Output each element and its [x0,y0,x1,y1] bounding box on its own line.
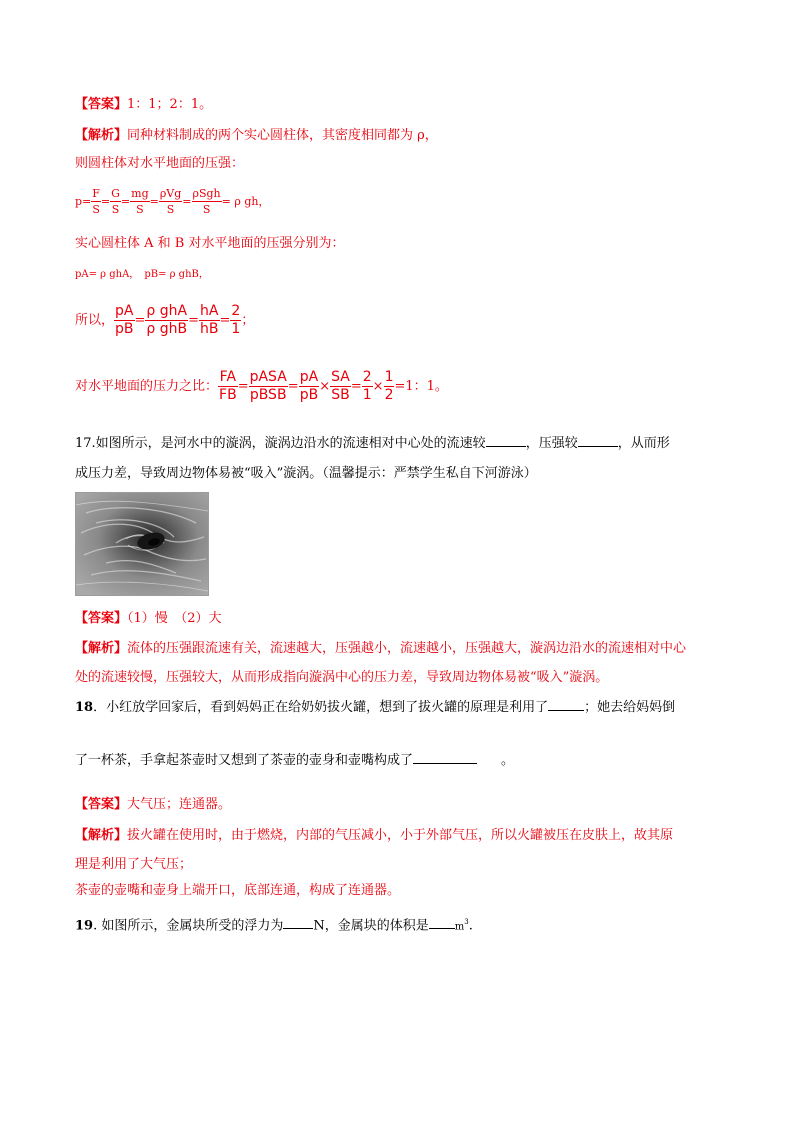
question-19: 19. 如图所示，金属块所受的浮力为 N，金属块的体积是 $m^3$. [75,918,473,934]
explanation-17-line1 [75,640,686,658]
fraction: $\frac{F}{S}$ [92,187,100,216]
fraction: $\frac{mg}{S}$ [131,187,149,216]
force-ratio: 对水平地面的压力之比： $\frac{FA}{FB}$ = $\frac{\text{pASA}}{\text{pBSB}}$ = $\frac{pA}{pB}$ × $\frac{SA}{SB}$ = $\frac{2}{1}$ × $\frac{1}{2}$ =1：1。 [75,369,448,403]
answer-16 [75,96,212,114]
whirlpool-image [75,492,209,596]
question-18-line1: 18．小红放学回家后，看到妈妈正在给奶奶拔火罐，想到了拔火罐的原理是利用了 ；她去给妈妈倒 [75,700,676,715]
fraction: $\frac{1}{2}$ [384,369,394,403]
question-18-line2: 了一杯茶，手拿起茶壶时又想到了茶壶的壶身和壶嘴构成了 。 [75,753,515,768]
answer-blank[interactable] [283,928,313,929]
answer-tag: 【答案】 [75,797,128,812]
fraction: $\frac{\text{pASA}}{\text{pBSB}}$ [249,369,287,403]
explanation-text: 流体的压强跟流速有关，流速越大，压强越小，流速越小，压强越大，漩涡边沿水的流速相对中心 [127,641,687,656]
explanation-16-line1 [75,127,438,145]
pressure-ratio: 所以， $\frac{pA}{pB}$ = $\frac{\text{ρ ghA}}{\text{ρ ghB}}$ = $\frac{hA}{hB}$ = $\frac{2}{1}$ ； [75,303,255,337]
answer-18 [75,796,231,814]
explanation-text: 同种材料制成的两个实心圆柱体，其密度相同都为 ρ， [127,128,438,143]
answer-blank[interactable] [548,710,584,711]
pB-text: pB= ρ ghB， [144,269,209,280]
explanation-16-line3: 实心圆柱体 A 和 B 对水平地面的压强分别为： [75,236,345,251]
explanation-18-line3: 茶壶的壶嘴和壶身上端开口，底部连通，构成了连通器。 [75,883,401,898]
explanation-tag: 【解析】 [75,828,128,843]
fraction: $\frac{FA}{FB}$ [219,369,237,403]
question-number: 19 [75,918,94,934]
answer-17 [75,610,222,628]
ratio-prefix: 所以， [75,312,115,328]
question-17-line2: 成压力差，导致周边物体易被“吸入”漩涡。（温馨提示：严禁学生私自下河游泳） [75,466,537,481]
answer-blank[interactable] [429,928,455,929]
question-17-line1: 17.如图所示，是河水中的漩涡，漩涡边沿水的流速相对中心处的流速较 ，压强较 ，从而形 [75,436,670,451]
fraction: $\frac{2}{1}$ [231,303,241,337]
explanation-text: 拔火罐在使用时，由于燃烧，内部的气压减小，小于外部气压，所以火罐被压在皮肤上，故其原 [127,828,674,843]
question-number: 18 [75,700,94,715]
fraction: $\frac{SA}{SB}$ [331,369,350,403]
fraction: $\frac{G}{S}$ [111,187,120,216]
fraction: $\frac{hA}{hB}$ [200,303,219,337]
fraction: $\frac{\text{ρVg}}{S}$ [159,187,182,216]
formula-tail: = ρ gh， [221,194,270,208]
pressure-formula: p= $\frac{F}{S}$ = $\frac{G}{S}$ = $\frac{mg}{S}$ = $\frac{\text{ρVg}}{S}$ = $\frac{\text{ρSgh}}{S}$ = ρ gh， [75,187,270,216]
fraction: $\frac{2}{1}$ [362,369,372,403]
pA-pB-formula [75,266,209,284]
fraction: $\frac{\text{ρ ghA}}{\text{ρ ghB}}$ [146,303,188,337]
explanation-tag: 【解析】 [75,128,128,143]
answer-text: 大气压；连通器。 [127,797,232,812]
fraction: $\frac{pA}{pB}$ [115,303,134,337]
force-prefix: 对水平地面的压力之比： [75,378,219,394]
ratio-tail: ； [241,312,255,328]
explanation-17-line2: 处的流速较慢，压强较大，从而形成指向漩涡中心的压力差，导致周边物体易被“吸入”漩涡。 [75,670,609,685]
explanation-16-line2: 则圆柱体对水平地面的压强： [75,156,245,171]
explanation-18-line1 [75,827,673,845]
answer-text: 1：1；2：1。 [127,97,213,112]
formula-prefix: p= [75,194,92,208]
answer-blank[interactable] [578,446,618,447]
answer-blank[interactable] [486,446,526,447]
answer-tag: 【答案】 [75,611,128,626]
explanation-18-line2: 理是利用了大气压； [75,857,193,872]
force-tail: =1：1。 [394,378,448,394]
pA-text: pA= ρ ghA， [75,269,135,280]
answer-tag: 【答案】 [75,97,128,112]
fraction: $\frac{pA}{pB}$ [299,369,319,403]
explanation-tag: 【解析】 [75,641,128,656]
answer-blank[interactable] [413,763,477,764]
fraction: $\frac{\text{ρSgh}}{S}$ [192,187,221,216]
answer-text: （1）慢 （2）大 [127,611,222,626]
